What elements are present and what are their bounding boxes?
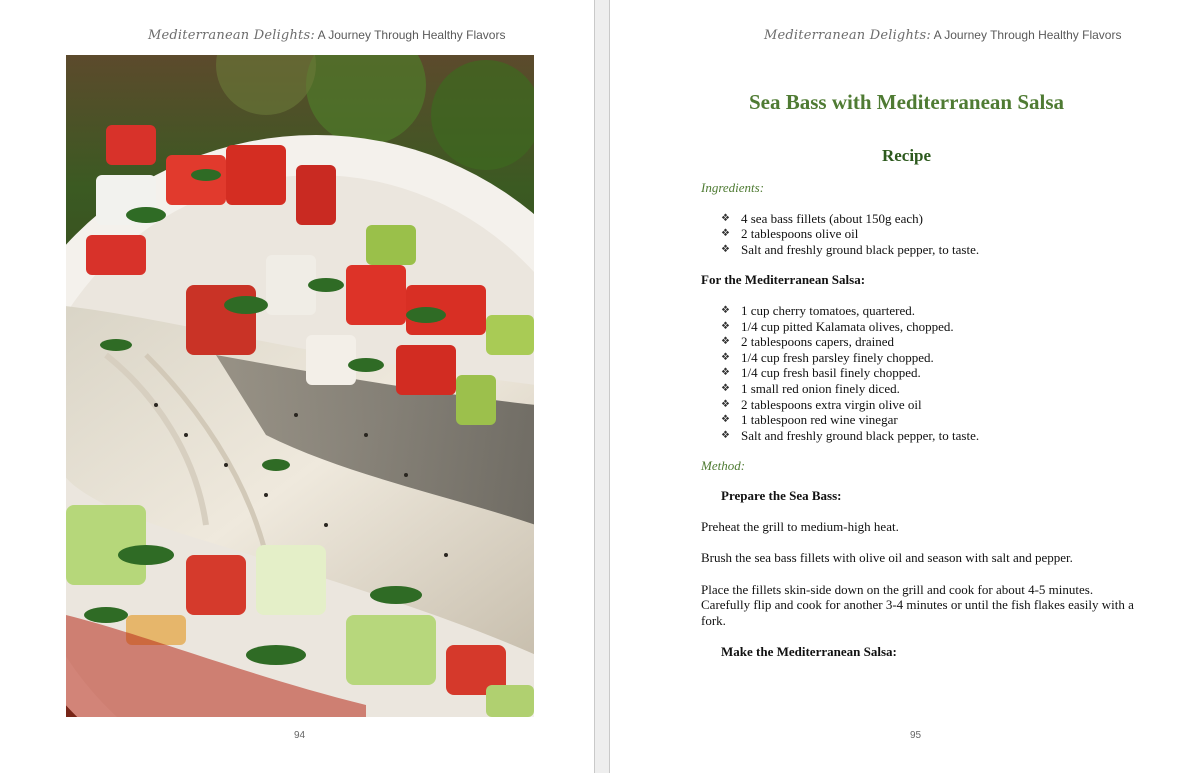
diamond-bullet-icon: ❖: [721, 414, 730, 426]
step1-paragraph-1: Preheat the grill to medium-high heat.: [701, 518, 899, 534]
step1-heading: Prepare the Sea Bass:: [721, 487, 842, 503]
list-item: ❖ 1/4 cup fresh parsley finely chopped.: [721, 349, 934, 365]
book-subtitle: A Journey Through Healthy Flavors: [930, 28, 1122, 42]
list-item: ❖ 2 tablespoons extra virgin olive oil: [721, 396, 922, 412]
list-item: ❖ 1/4 cup pitted Kalamata olives, chopped.: [721, 318, 954, 334]
list-item: ❖ 1 small red onion finely diced.: [721, 380, 900, 396]
sea-bass-photo: [66, 55, 534, 717]
book-subtitle: A Journey Through Healthy Flavors: [314, 28, 506, 42]
diamond-bullet-icon: ❖: [721, 429, 730, 441]
list-item: ❖ 1 tablespoon red wine vinegar: [721, 412, 898, 428]
list-item: ❖ Salt and freshly ground black pepper, to taste.: [721, 241, 980, 257]
method-label: Method:: [701, 458, 746, 474]
diamond-bullet-icon: ❖: [721, 212, 730, 224]
right-page: [610, 0, 1203, 773]
left-page: [0, 0, 594, 773]
diamond-bullet-icon: ❖: [721, 351, 730, 363]
list-item: ❖ 1/4 cup fresh basil finely chopped.: [721, 365, 921, 381]
page-gutter: [594, 0, 610, 773]
running-header-left: [148, 28, 505, 43]
diamond-bullet-icon: ❖: [721, 228, 730, 240]
list-item: ❖ 4 sea bass fillets (about 150g each): [721, 210, 923, 226]
diamond-bullet-icon: ❖: [721, 320, 730, 332]
salsa-heading: For the Mediterranean Salsa:: [701, 272, 866, 288]
diamond-bullet-icon: ❖: [721, 398, 730, 410]
ingredients-list: [701, 211, 1141, 258]
page-number-left: 94: [294, 730, 306, 741]
list-item: ❖ 2 tablespoons olive oil: [721, 226, 859, 242]
diamond-bullet-icon: ❖: [721, 336, 730, 348]
step1-paragraph-2: Brush the sea bass fillets with olive oil and season with salt and pepper.: [701, 550, 1073, 566]
list-item: ❖ 1 cup cherry tomatoes, quartered.: [721, 302, 915, 318]
recipe-subtitle: Recipe: [881, 146, 932, 165]
recipe-body: [701, 180, 1141, 660]
book-title-script: Mediterranean Delights:: [148, 28, 315, 43]
list-item: ❖ Salt and freshly ground black pepper, to taste.: [721, 427, 980, 443]
step2-heading: Make the Mediterranean Salsa:: [721, 644, 897, 660]
diamond-bullet-icon: ❖: [721, 367, 730, 379]
diamond-bullet-icon: ❖: [721, 304, 730, 316]
salsa-list: [701, 303, 1141, 443]
book-title-script: Mediterranean Delights:: [764, 28, 931, 43]
running-header-right: [764, 28, 1121, 43]
diamond-bullet-icon: ❖: [721, 382, 730, 394]
list-item: ❖ 2 tablespoons capers, drained: [721, 334, 895, 350]
sea-bass-illustration: [66, 55, 534, 717]
diamond-bullet-icon: ❖: [721, 243, 730, 255]
page-number-right: 95: [910, 730, 922, 741]
ingredients-label: Ingredients:: [701, 180, 765, 195]
recipe-title: Sea Bass with Mediterranean Salsa: [749, 90, 1064, 114]
step1-paragraph-3: Place the fillets skin-side down on the grill and cook for about 4-5 minutes. Carefully flip and cook for another 3-4 minutes or until the fish flakes easily with a fork.: [701, 581, 1134, 628]
